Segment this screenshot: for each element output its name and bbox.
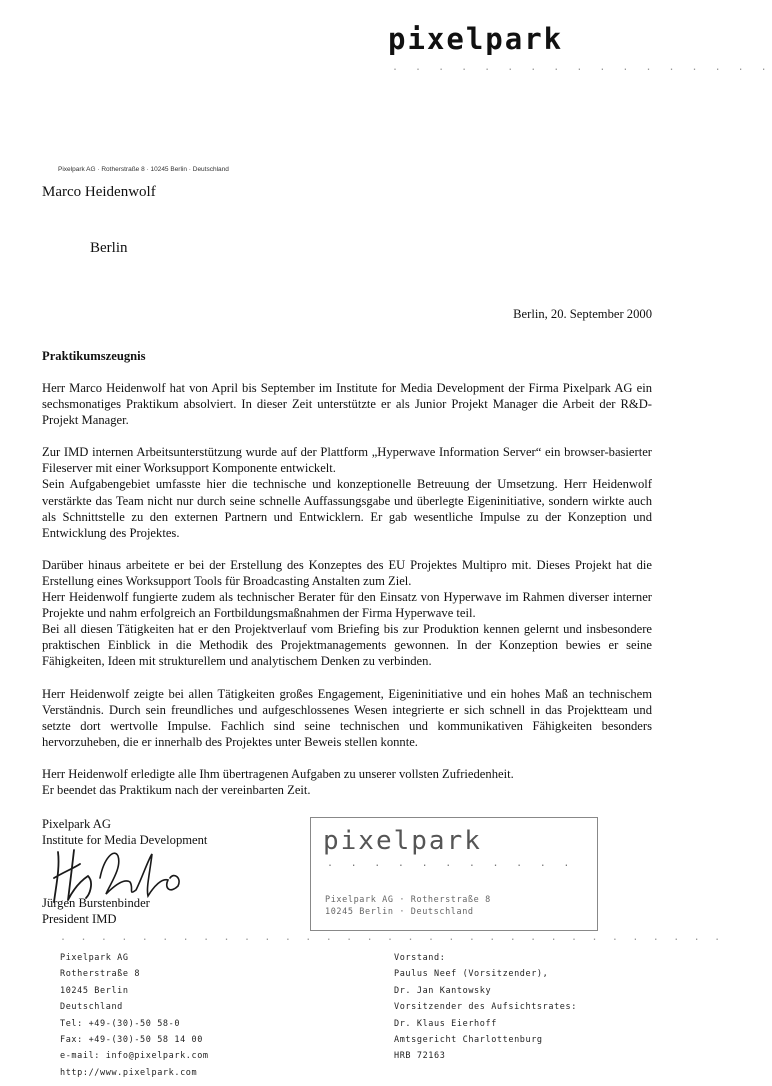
footer-supervisory-chair: Dr. Klaus Eierhoff (394, 1018, 497, 1029)
footer-company: Pixelpark AG (60, 953, 129, 963)
stamp-logo: pixelpark (323, 826, 482, 856)
footer-city: 10245 Berlin (60, 985, 129, 996)
paragraph-line: Zur IMD internen Arbeitsunterstützung wurde auf der Plattform „Hyperwave Information Server“ ein browser-basierter Fileserver mit einer Worksupport Komponente entwickelt. (42, 445, 652, 476)
signature-name: Jürgen Burstenbinder (42, 896, 150, 910)
footer-email-link[interactable]: e-mail: info@pixelpark.com (60, 1051, 209, 1062)
letter-date: Berlin, 20. September 2000 (513, 307, 652, 321)
recipient-city: Berlin (90, 240, 128, 256)
paragraph-5 (42, 766, 652, 798)
signature-company: Pixelpark AG (42, 817, 111, 831)
paragraph-line: Bei all diesen Tätigkeiten hat er den Projektverlauf vom Briefing bis zur Produktion kennen gelernt und insbesondere praktischen Einblick in die Methodik des Projektmanagements gewonnen. In der Konzeption bewies er seine Fähigkeiten, Ideen mit strukturellem und analytischem Denken zu verbinden. (42, 622, 652, 669)
footer-court: Amtsgericht Charlottenburg (394, 1035, 543, 1046)
paragraph-2 (42, 444, 652, 541)
footer-phone: Tel: +49-(30)-50 58-0 (60, 1018, 181, 1029)
footer-board-member-2: Dr. Jan Kantowsky (394, 985, 492, 996)
footer-website-link[interactable]: http://www.pixelpark.com (60, 1067, 198, 1078)
letter-subject: Praktikumszeugnis (42, 349, 146, 363)
stamp-dots: . . . . . . . . . . . (327, 858, 576, 869)
sender-line: Pixelpark AG · Rotherstraße 8 · 10245 Berlin · Deutschland (58, 166, 229, 173)
footer-register-number: HRB 72163 (394, 1051, 446, 1062)
letter-body (42, 380, 652, 814)
footer-country: Deutschland (60, 1002, 123, 1013)
footer-legal (394, 950, 577, 1065)
footer-address (60, 950, 209, 1081)
paragraph-line: Darüber hinaus arbeitete er bei der Erstellung des Konzeptes des EU Projektes Multipro mit. Dieses Projekt hat die Erstellung eines Worksupport Tools für Broadcasting Anstalten zum Ziel. (42, 557, 652, 588)
signature-title: President IMD (42, 912, 117, 926)
letterhead-logo: pixelpark (388, 22, 564, 56)
paragraph-line: Herr Heidenwolf fungierte zudem als technischer Berater für den Einsatz von Hyperwave im Rahmen diverser interner Projekte und nahm erfolgreich an Fortbildungsmaßnahmen der Firma Hyperwave teil. (42, 590, 652, 621)
stamp-line-1: Pixelpark AG · Rotherstraße 8 (325, 895, 491, 905)
letterhead-dots: . . . . . . . . . . . . . . . . . (392, 62, 772, 73)
paragraph-4 (42, 686, 652, 750)
footer-dots: . . . . . . . . . . . . . . . . . . . . . . . . . . . . . . . . . (60, 932, 725, 943)
company-stamp (310, 817, 598, 931)
footer-supervisory-heading: Vorsitzender des Aufsichtsrates: (394, 1002, 577, 1013)
paragraph-line: Herr Marco Heidenwolf hat von April bis September im Institute for Media Development der Firma Pixelpark AG ein sechsmonatiges Praktikum absolviert. In dieser Zeit unterstützte er als Junior Projekt Manager die Arbeit der R&D-Projekt Manager. (42, 381, 652, 428)
footer-fax: Fax: +49-(30)-50 58 14 00 (60, 1035, 203, 1046)
recipient-name: Marco Heidenwolf (42, 184, 156, 200)
footer-board-member-1: Paulus Neef (Vorsitzender), (394, 969, 549, 980)
footer-board-heading: Vorstand: (394, 953, 446, 963)
paragraph-line: Herr Heidenwolf erledigte alle Ihm übertragenen Aufgaben zu unserer vollsten Zufriedenheit. (42, 766, 514, 781)
paragraph-3 (42, 557, 652, 670)
signature-institute: Institute for Media Development (42, 833, 208, 847)
paragraph-line: Sein Aufgabengebiet umfasste hier die technische und konzeptionelle Betreuung der Umsetzung. Herr Heidenwolf verstärkte das Team nicht nur durch seine schnelle Auffassungsgabe und überlegte Eigeninitiative, sondern wirkte auch als Schnittstelle zu den externen Partnern und Entwicklern. Er gab wesentliche Impulse zu der Konzeption und Entwicklung des Projektes. (42, 477, 652, 540)
paragraph-line: Er beendet das Praktikum nach der vereinbarten Zeit. (42, 782, 311, 797)
footer-street: Rotherstraße 8 (60, 969, 141, 980)
stamp-line-2: 10245 Berlin · Deutschland (325, 907, 474, 917)
paragraph-line: Herr Heidenwolf zeigte bei allen Tätigkeiten großes Engagement, Eigeninitiative und ein hohes Maß an technischem Verständnis. Durch sein freundliches und aufgeschlossenes Wesen integrierte er sich schnell in das Projektteam und setzte dort wertvolle Impulse. Fachlich sind seine technischen und kommunikativen Fähigkeiten besonders hervorzuheben, die er innerhalb des Projektes unter Beweis stellen konnte. (42, 686, 652, 749)
paragraph-1 (42, 380, 652, 428)
